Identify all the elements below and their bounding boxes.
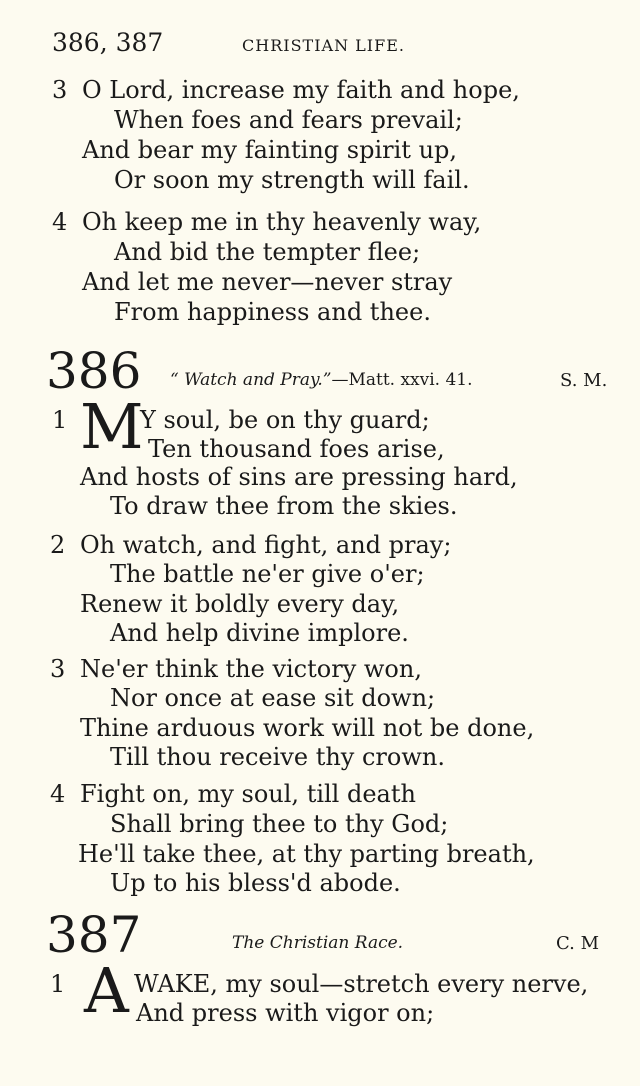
verse-line: And bear my fainting spirit up, [82, 136, 458, 164]
verse-line: The battle ne'er give o'er; [110, 560, 425, 588]
hymn-title: “ Watch and Pray.”—Matt. xxvi. 41. [170, 370, 473, 390]
verse-line: And let me never—never stray [82, 268, 453, 296]
hymn-title: The Christian Race. [232, 933, 404, 953]
scripture-reference: —Matt. xxvi. 41. [331, 370, 473, 390]
verse-line: Ne'er think the victory won, [80, 655, 422, 683]
verse-line: And help divine implore. [110, 619, 409, 647]
verse-line: Ten thousand foes arise, [148, 435, 445, 463]
verse-line: And bid the tempter flee; [114, 238, 421, 266]
verse-line: Oh watch, and fight, and pray; [80, 531, 452, 559]
verse-number: 1 [52, 406, 68, 434]
hymn-number: 387 [46, 906, 142, 964]
hymn-number: 386 [46, 342, 142, 400]
page-numbers: 386, 387 [52, 28, 164, 57]
verse-number: 3 [52, 76, 68, 104]
verse-line: Oh keep me in thy heavenly way, [82, 208, 482, 236]
verse-number: 2 [50, 531, 66, 559]
verse-line: When foes and fears prevail; [114, 106, 463, 134]
verse-number: 3 [50, 655, 66, 683]
drop-cap: M [80, 390, 144, 463]
verse-line: Till thou receive thy crown. [110, 743, 445, 771]
verse-line: And press with vigor on; [136, 999, 435, 1027]
verse-number: 1 [50, 970, 66, 998]
hymn-meter: S. M. [560, 370, 608, 391]
verse-number: 4 [50, 780, 66, 808]
running-title: CHRISTIAN LIFE. [242, 36, 405, 55]
verse-line: Nor once at ease sit down; [110, 684, 436, 712]
page-header [52, 28, 600, 64]
verse-line: From happiness and thee. [114, 298, 431, 326]
verse-line: Y soul, be on thy guard; [140, 406, 430, 434]
verse-line: O Lord, increase my faith and hope, [82, 76, 520, 104]
verse-line: Up to his bless'd abode. [110, 869, 401, 897]
verse-line: Thine arduous work will not be done, [80, 714, 535, 742]
verse-line: Fight on, my soul, till death [80, 780, 416, 808]
verse-line: And hosts of sins are pressing hard, [80, 463, 518, 491]
verse-line: WAKE, my soul—stretch every nerve, [134, 970, 589, 998]
verse-line: Shall bring thee to thy God; [110, 810, 449, 838]
verse-number: 4 [52, 208, 68, 236]
hymn-meter: C. M [556, 933, 600, 954]
verse-line: He'll take thee, at thy parting breath, [78, 840, 535, 868]
drop-cap: A [84, 954, 129, 1027]
verse-line: To draw thee from the skies. [110, 492, 458, 520]
verse-line: Renew it boldly every day, [80, 590, 400, 618]
verse-line: Or soon my strength will fail. [114, 166, 470, 194]
